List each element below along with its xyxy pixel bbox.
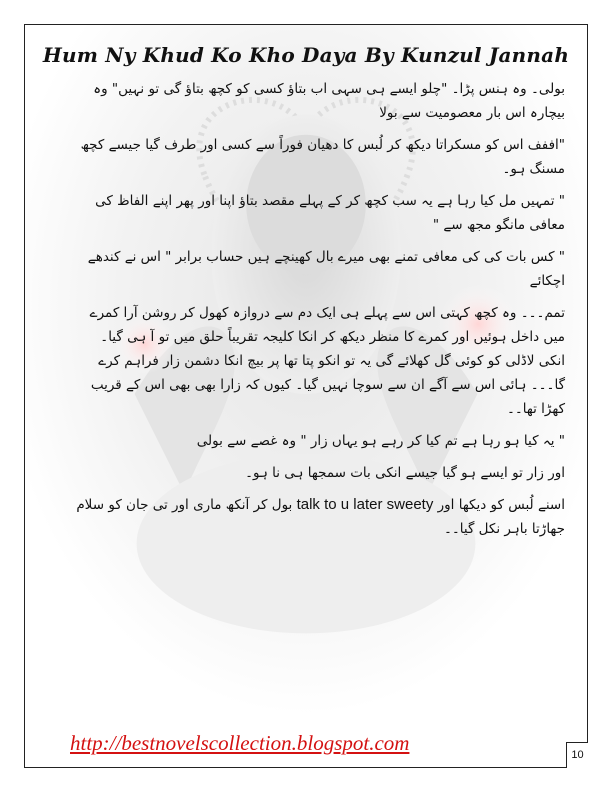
paragraph-last-after: بول کر آنکھ ماری اور تی جان کو سلام جھاڑتا باہر نکل گیا۔۔ [76, 497, 565, 537]
page-frame [24, 24, 588, 768]
page-title: Hum Ny Khud Ko Kho Daya By Kunzul Jannah [42, 43, 570, 67]
english-phrase: talk to u later sweety [296, 496, 434, 513]
story-text [75, 77, 565, 549]
paragraph: " تمہیں مل کیا رہا ہے یہ سب کچھ کر کے پہلے مقصد بتاؤ اپنا اور پھر اپنے الفاظ کی معافی مانگو مجھ سے " [95, 193, 565, 233]
paragraph: " یہ کیا ہو رہا ہے تم کیا کر رہے ہو یہاں زار " وہ غصے سے بولی [196, 433, 565, 449]
paragraph: تمم۔۔۔ وہ کچھ کہتی اس سے پہلے ہی ایک دم سے دروازہ کھول کر روشن آرا کمرے میں داخل ہوئیں اور کمرے کا منظر دیکھ کر انکا کلیجہ تقریباً حلق میں تو آ ہی گیا۔ انکی لاڈلی کو کوئی گل کھلائے گی یہ تو انکو پتا تھا پر بیچ انکا دشمن زار فراہم کرے گا۔۔۔ ہائی اس سے آگے ان سے سوچا نہیں گیا۔ کیوں کہ زارا بھی بھی اس کے قریب کھڑا تھا۔۔ [89, 305, 565, 417]
blog-link[interactable]: http://bestnovelscollection.blogspot.com [70, 731, 410, 755]
paragraph: بولی۔ وہ ہنس پڑا۔ "چلو ایسے ہی سہی اب بتاؤ کسی کو کچھ بتاؤ گی تو نہیں" وہ بیچارہ اس بار معصومیت سے بولا [93, 81, 565, 121]
page-number: 10 [566, 742, 588, 768]
paragraph-last [75, 493, 565, 541]
paragraph: اور زار تو ایسے ہو گیا جیسے انکی بات سمجھا ہی نا ہو۔ [245, 465, 565, 481]
paragraph-last-before: اسنے لُبس کو دیکھا اور [437, 497, 565, 513]
paragraph: " کس بات کی کی معافی تمنے بھی میرے بال کھینچے ہیں حساب برابر " اس نے کندھے اچکائے [87, 249, 565, 289]
paragraph: "اففف اس کو مسکراتا دیکھ کر لُبس کا دھیان فوراً سے کسی اور طرف گیا جیسے کچھ مسنگ ہو۔ [80, 137, 565, 177]
